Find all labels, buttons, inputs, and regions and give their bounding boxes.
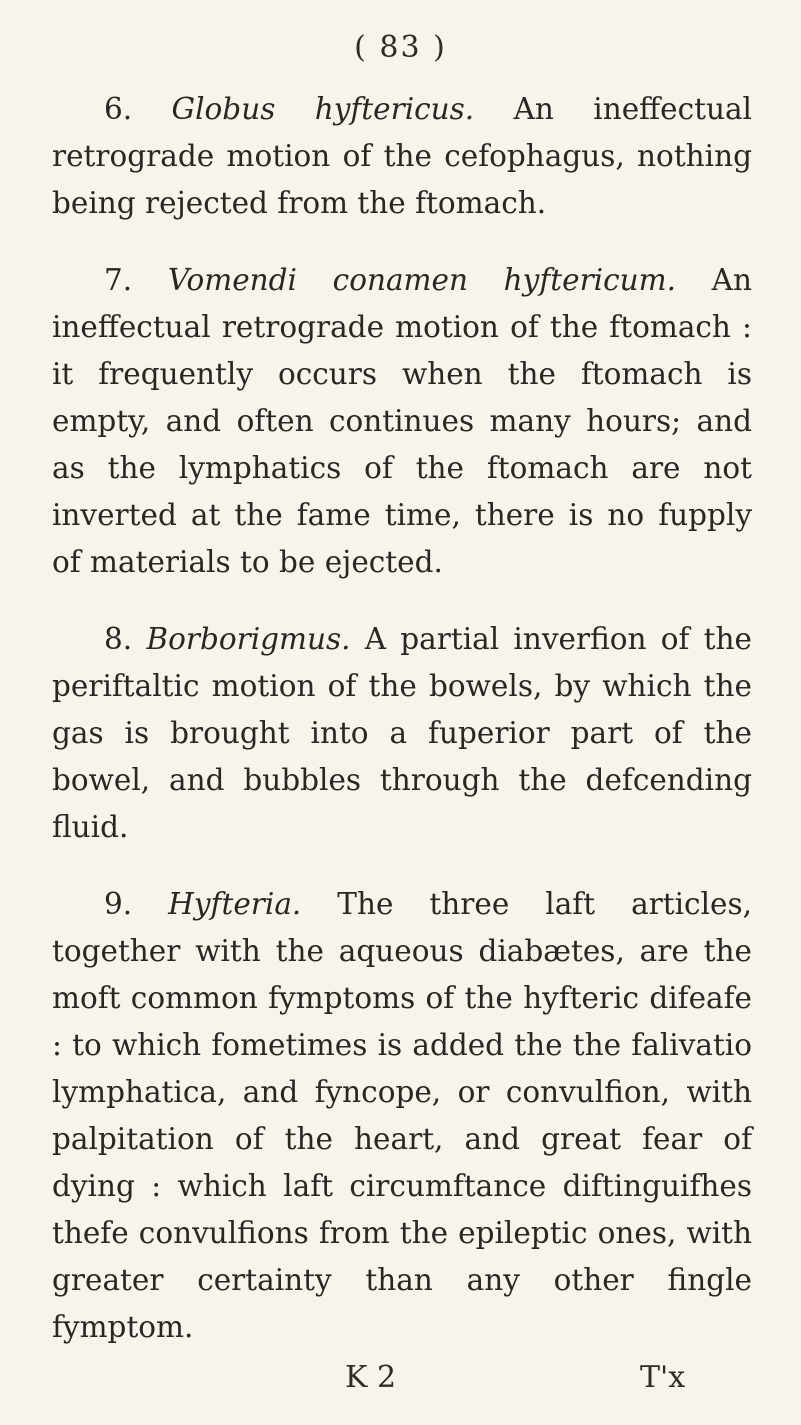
paragraph-7 [52,257,752,586]
paragraph-number: 6. [104,92,133,126]
paragraph-number: 8. [104,622,133,656]
paragraph-8 [52,616,752,851]
signature-mark: K 2 [345,1360,397,1395]
paragraph-body: The three laft articles, together with the aqueous diabætes, are the moft common fymptoms of the hyfteric difeafe : to which fometimes is added the the falivatio lymphatica, and fyncope, or convulfion, with palpitation of the heart, and great fear of dying : which laft circumftance diftinguifhes thefe convulfions from the epileptic ones, with greater certainty than any other fingle fymptom. [52,887,752,1344]
page-number: ( 83 ) [354,30,447,65]
paragraph-term: Vomendi conamen hyftericum. [167,263,676,297]
paragraph-term: Borborigmus. [146,622,351,656]
paragraph-9 [52,881,752,1351]
paragraph-term: Hyfteria. [168,887,302,921]
catchword: T'x [640,1360,686,1395]
paragraph-body: An ineffectual retrograde motion of the ftomach : it frequently occurs when the ftomach is empty, and often continues many hours; and as the lymphatics of the ftomach are not inverted at the fame time, there is no fupply of materials to be ejected. [52,263,752,579]
paragraph-number: 9. [104,887,133,921]
paragraph-number: 7. [104,263,133,297]
paragraph-body: A partial inverfion of the periftaltic motion of the bowels, by which the gas is brought into a fuperior part of the bowel, and bubbles through the defcending fluid. [52,622,752,844]
paragraph-body: An ineffectual retrograde motion of the cefophagus, nothing being rejected from the ftomach. [52,92,752,220]
paragraph-6 [52,86,752,227]
paragraph-term: Globus hyftericus. [171,92,475,126]
page-footer [0,1360,801,1400]
text-block [52,86,752,1381]
